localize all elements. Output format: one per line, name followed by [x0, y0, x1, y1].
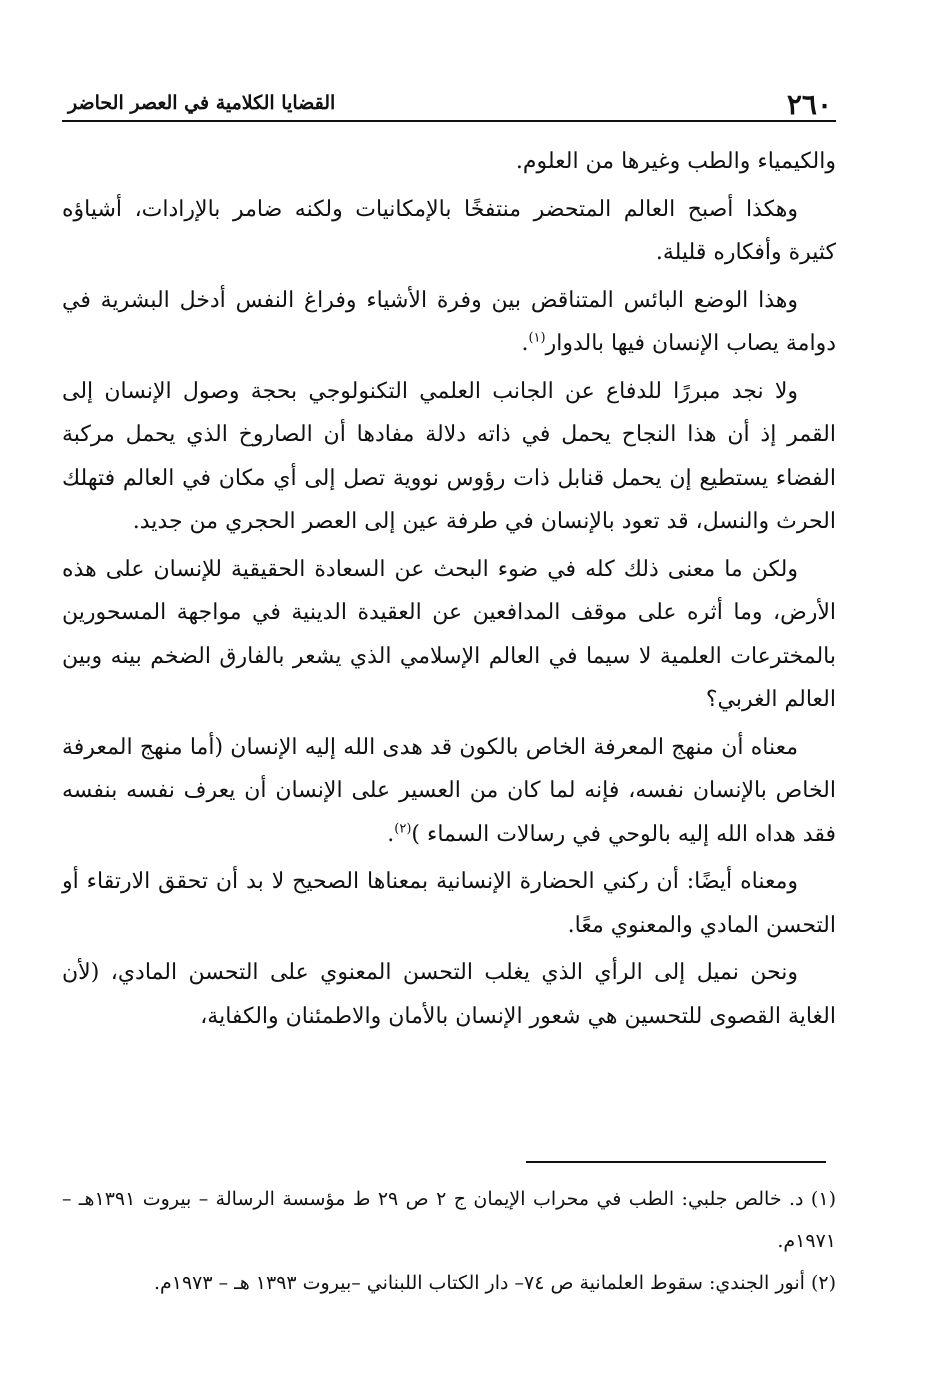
paragraph-8: ونحن نميل إلى الرأي الذي يغلب التحسن المعنوي على التحسن المادي، (لأن الغاية القصوى للتحسين هي شعور الإنسان بالأمان والاطمئنان والكفاية،	[62, 960, 836, 1029]
paragraph-5: ولكن ما معنى ذلك كله في ضوء البحث عن السعادة الحقيقية للإنسان على هذه الأرض، وما أثره على موقف المدافعين عن العقيدة الدينية في مواجهة المسحورين بالمخترعات العلمية لا سيما في العالم الإسلامي الذي يشعر بالفارق الضخم بينه وبين العالم الغربي؟	[62, 556, 836, 712]
footnote-ref-2[interactable]: (٢)	[394, 821, 412, 837]
footnotes	[62, 1178, 836, 1304]
paragraph-4: ولا نجد مبررًا للدفاع عن الجانب العلمي التكنولوجي بحجة وصول الإنسان إلى القمر إذ أن هذا النجاح يحمل في ذاته دلالة مفادها أن الصاروخ الذي يحمل مركبة الفضاء يستطيع إن يحمل قنابل ذات رؤوس نووية تصل إلى أي مكان في العالم فتهلك الحرث والنسل، قد تعود بالإنسان في طرفة عين إلى العصر الحجري من جديد.	[62, 378, 836, 534]
paragraph-3: وهذا الوضع البائس المتناقض بين وفرة الأشياء وفراغ النفس أدخل البشرية في دوامة يصاب الإنسان فيها بالدوار$^{(١)}$.	[62, 287, 836, 356]
body-text	[62, 140, 836, 1038]
page-number: ٢٦٠	[786, 88, 832, 121]
paragraph-7: ومعناه أيضًا: أن ركني الحضارة الإنسانية بمعناها الصحيح لا بد أن تحقق الارتقاء أو التحسن المادي والمعنوي معًا.	[62, 869, 836, 938]
footnote-ref-1[interactable]: (١)	[528, 330, 546, 346]
footnote-separator	[526, 1161, 826, 1163]
page-header	[62, 86, 836, 122]
footnote-1: (١) د. خالص جلبي: الطب في محراب الإيمان ج ٢ ص ٢٩ ط مؤسسة الرسالة – بيروت ١٣٩١هـ – ١٩٧١م.	[62, 1188, 836, 1252]
paragraph-6: معناه أن منهج المعرفة الخاص بالكون قد هدى الله إليه الإنسان (أما منهج المعرفة الخاص بالإنسان نفسه، فإنه لما كان من العسير على الإنسان أن يعرف نفسه بنفسه فقد هداه الله إليه بالوحي في رسالات السماء )$^{(٢)}$.	[62, 734, 836, 847]
running-title: القضايا الكلامية في العصر الحاضر	[68, 92, 336, 114]
paragraph-1: والكيمياء والطب وغيرها من العلوم.	[515, 149, 836, 174]
footnote-2: (٢) أنور الجندي: سقوط العلمانية ص ٧٤– دار الكتاب اللبناني –بيروت ١٣٩٣ هـ – ١٩٧٣م.	[153, 1272, 836, 1294]
paragraph-2: وهكذا أصبح العالم المتحضر منتفخًا بالإمكانيات ولكنه ضامر بالإرادات، أشياؤه كثيرة وأفكاره قليلة.	[62, 196, 836, 265]
